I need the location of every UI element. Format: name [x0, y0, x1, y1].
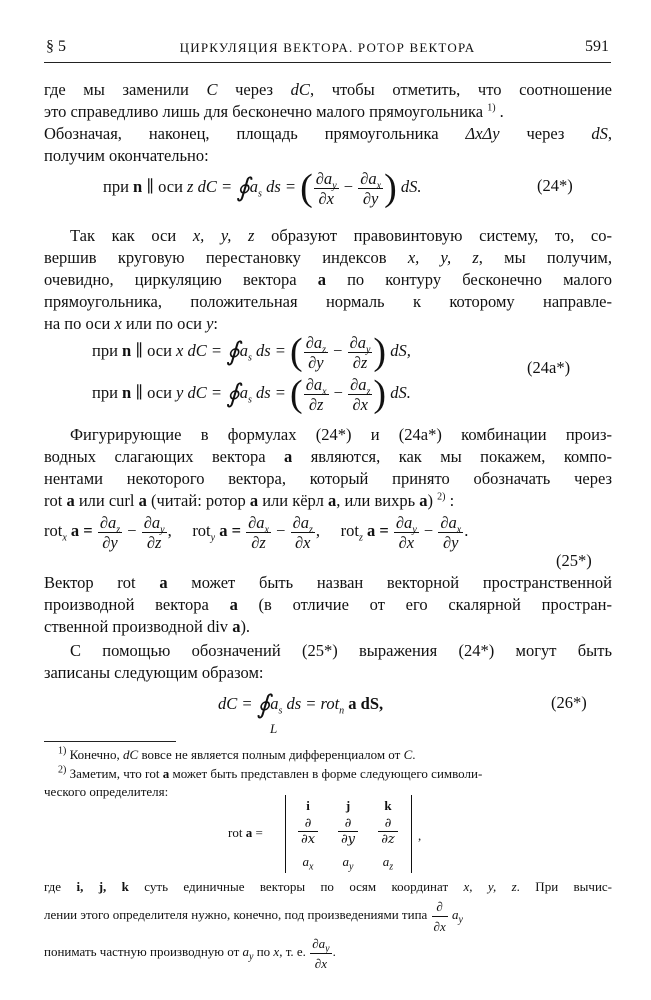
para3-line4: rot a или curl a (читай: ротор a или кёрл a, или вихрь a) $^{2)}$ :: [44, 491, 455, 510]
footnote-2-line1: $^{2)}$ Заметим, что rot a может быть представлен в форме следующего символи-: [58, 764, 483, 781]
det-d-dz: ∂ ∂z: [368, 816, 408, 847]
equation-label-25: (25*): [556, 551, 592, 570]
equation-24a-row2: при n ∥ оси y dC = $∮a_s$ ds = ( $\frac{\partial a_x}{\partial z}$ − $\frac{\partial a_z}{\partial x}$ ) dS.: [92, 373, 411, 416]
section-number: § 5: [46, 38, 66, 55]
fraction: $\frac{\partial a_x}{\partial y}$: [440, 512, 462, 552]
para4-line1: Вектор rot a может быть назван векторной пространственной: [44, 573, 612, 592]
running-header: [44, 38, 611, 63]
para3-line2: водных слагающих вектора a являются, как мы покажем, компо-: [44, 447, 612, 466]
symbolic-determinant: [285, 795, 412, 873]
equation-label-24a: (24a*): [527, 358, 571, 377]
det-d-dy: ∂ ∂y: [328, 816, 368, 847]
equation-24a-row1: при n ∥ оси x dC = $∮a_s$ ds = ( $\frac{\partial a_z}{\partial y}$ − $\frac{\partial a_y}{\partial z}$ ) dS,: [92, 331, 411, 374]
footnote-2-line5: понимать частную производную от $a_y$ по x, т. е. $\frac{\partial a_y}{\partial x}$ .: [44, 935, 336, 971]
contour-integral-sign: ∮: [226, 379, 240, 409]
equation-25: rot$_x$ a = $\frac{\partial a_z}{\partial y}$ − $\frac{\partial a_y}{\partial z}$ , rot$_y$ a = $\frac{\partial a_x}{\partial z}$ − $\frac{\partial a_z}{\partial x}$ , rot$_z$ a = $\frac{\partial a_y}{\partial x}$ − $\frac{\partial a_x}{\partial y}$ .: [44, 512, 469, 552]
footnote-2-line4: лении этого определителя нужно, конечно, под произведениями типа $\frac{\partial}{\partial x}$ $a_y$: [44, 898, 463, 934]
fraction: $\frac{\partial a_y}{\partial x}$: [395, 512, 417, 552]
fraction: $\frac{\partial a_x}{\partial z}$: [248, 512, 269, 552]
contour-integral-sign: ∮: [236, 173, 250, 203]
fraction: $\frac{\partial a_y}{\partial x}$: [315, 168, 337, 208]
para3-line3: нентами некоторого вектора, который принято обозначать через: [44, 469, 612, 488]
equation-24: при n ∥ оси z dC = $∮a_s$ ds = ( $\frac{\partial a_y}{\partial x}$ − $\frac{\partial a_x}{\partial y}$ ) dS.: [103, 167, 422, 210]
fraction: $\frac{\partial a_z}{\partial y}$: [99, 512, 121, 552]
fraction: $\frac{\partial a_y}{\partial z}$: [349, 332, 371, 372]
para1-line1: где мы заменили C через dC, чтобы отметить, что соотношение: [44, 80, 613, 99]
fraction: $\frac{\partial a_x}{\partial y}$: [360, 168, 382, 208]
page-number: 591: [585, 38, 609, 55]
det-i: i: [306, 798, 310, 813]
para5-line1: С помощью обозначений (25*) выражения (24*) могут быть: [70, 641, 612, 660]
para2-line2: вершив круговую перестановку индексов x, y, z, мы получим,: [44, 248, 612, 267]
equation-label-26: (26*): [551, 693, 587, 712]
footnote-ref-1: 1): [487, 102, 496, 114]
contour-integral-sign: ∮: [256, 690, 271, 720]
para1-line2: это справедливо лишь для бесконечно малого прямоугольника $^{1)}$ .: [44, 102, 504, 121]
para3-line1: Фигурирующие в формулах (24*) и (24a*) комбинации произ-: [70, 425, 612, 444]
contour-integral-sign: ∮: [226, 337, 240, 367]
header-title: ЦИРКУЛЯЦИЯ ВЕКТОРА. РОТОР ВЕКТОРА: [179, 40, 476, 55]
para2-line5: на по оси x или по оси y:: [44, 314, 218, 333]
para2-line1: Так как оси x, y, z образуют правовинтовую систему, то, со-: [70, 226, 612, 245]
det-j: j: [345, 798, 351, 813]
integral-contour-label: L: [270, 721, 278, 736]
fraction: $\frac{\partial a_y}{\partial x}$: [312, 935, 330, 971]
para2-line3: очевидно, циркуляцию вектора a по контуру бесконечно малого: [44, 270, 612, 289]
equation-label-24: (24*): [537, 176, 573, 195]
footnote-2-line2: ческого определителя:: [44, 784, 169, 799]
det-k: k: [384, 798, 392, 813]
para1-line4: получим окончательно:: [44, 146, 209, 165]
para4-line2: производной вектора a (в отличие от его скалярной простран-: [44, 595, 612, 614]
equation-26: dC = $∮a_s$ ds = rot$_n$ a dS,: [218, 690, 384, 720]
footnote-rule: [44, 741, 176, 742]
fraction: $\frac{\partial a_z}{\partial y}$: [305, 332, 326, 372]
det-ay: $a_y$: [342, 854, 354, 873]
det-ax: $a_x$: [302, 854, 314, 873]
fraction: $\frac{\partial a_y}{\partial z}$: [143, 512, 165, 552]
para5-line2: записаны следующим образом:: [44, 663, 264, 682]
fraction: $\frac{\partial}{\partial x}$: [433, 898, 446, 934]
fraction: $\frac{\partial a_z}{\partial x}$: [292, 512, 313, 552]
fraction: $\frac{\partial a_x}{\partial z}$: [305, 374, 327, 414]
determinant-comma: ,: [418, 828, 422, 843]
footnote-2-line3: где i, j, k суть единичные векторы по осям координат x, y, z. При вычис-: [44, 879, 613, 894]
fraction: $\frac{\partial a_z}{\partial x}$: [350, 374, 371, 414]
determinant-lhs: rot a =: [228, 825, 263, 840]
footnote-ref-2: 2): [437, 491, 446, 503]
para1-line3: Обозначая, наконец, площадь прямоугольника ΔxΔy через dS,: [44, 124, 612, 143]
det-az: $a_z$: [382, 854, 394, 873]
det-d-dx: ∂ ∂x: [288, 816, 328, 847]
footnote-1: $^{1)}$ Конечно, dC вовсе не является полным дифференциалом от C.: [58, 745, 416, 762]
para2-line4: прямоугольника, положительная нормаль к которому направле-: [44, 292, 612, 311]
para4-line3: ственной производной div a).: [44, 617, 251, 636]
